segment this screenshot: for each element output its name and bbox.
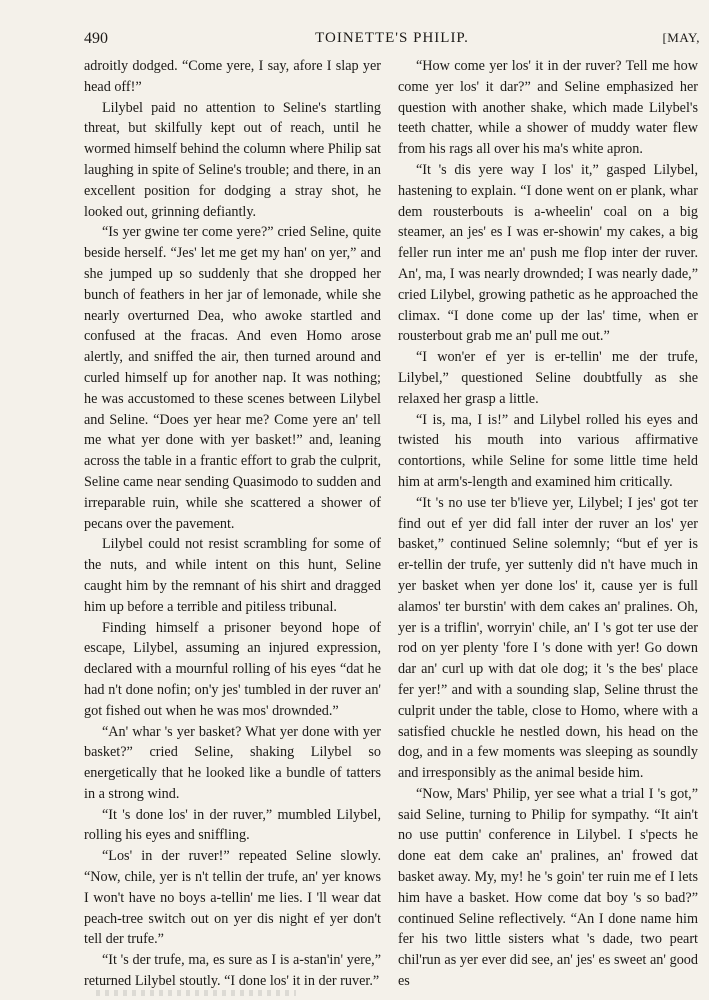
paragraph: “An' whar 's yer basket? What yer done with yer basket?” cried Seline, shaking Lilybel so energetically that he looked like a bundle of tatters in a strong wind. — [84, 723, 381, 802]
issue-month: [MAY, — [662, 30, 700, 45]
paragraph: “How come yer los' it in der ruver? Tell me how come yer los' it dar?” and Seline emphasized her question with another shake, which made Lilybel's teeth chatter, while a shower of muddy water flew from his rags all over his ma's white apron. — [398, 58, 698, 158]
paragraph: Lilybel paid no attention to Seline's startling threat, but skilfully kept out of reach, until he wormed himself behind the column where Philip sat laughing in spite of Seline's trouble; and there, in an excellent position for dodging a stray shot, he looked out, grinning defiantly. — [84, 99, 381, 220]
page-number: 490 — [84, 30, 108, 47]
running-title: TOINETTE'S PHILIP. — [315, 30, 469, 46]
paragraph: “Los' in der ruver!” repeated Seline slowly. “Now, chile, yer is n't tellin der trufe, an' yer knows I won't have no boys a-tellin' me lies. I 'll wear dat peach-tree switch out on yer dis night ef yer don't tell der trufe.” — [84, 848, 381, 948]
paragraph: “I won'er ef yer is er-tellin' me der trufe, Lilybel,” questioned Seline doubtfully as she relaxed her grasp a little. — [398, 349, 698, 407]
paragraph: “It 's der trufe, ma, es sure as I is a-stan'in' yere,” returned Lilybel stoutly. “I done los' it in der ruver.” — [84, 952, 381, 990]
paragraph: “Is yer gwine ter come yere?” cried Seline, quite beside herself. “Jes' let me get my han' on yer,” and she jumped up so suddenly that she dropped her bunch of feathers in her jar of lemonade, while she nearly overturned Dea, who awoke startled and confused at the fracas. And even Homo arose alertly, and sniffed the air, then turned around and curled himself up for another nap. It was nothing; he was accustomed to these scenes between Lilybel and Seline. “Does yer hear me? Come yere an' tell me what yer done with yer basket!” and, leaning across the table in a frantic effort to grab the culprit, Seline came near sending Quasimodo to sudden and irreparable ruin, while she scattered a shower of pecans over the pavement. — [84, 224, 381, 532]
paragraph: “It 's dis yere way I los' it,” gasped Lilybel, hastening to explain. “I done went on er plank, whar dem rousterbouts is a-wheelin' coal on a big steamer, an jes' es I was er-showin' my cakes, a big feller run inter me an' push me flop inter der ruver. An', ma, I was nearly drownded; I was nearly dade,” cried Lilybel, growing pathetic as he approached the climax. “I done come up der las' time, when er rousterbout grab me an' pull me out.” — [398, 161, 698, 345]
running-header — [84, 30, 700, 52]
left-column — [84, 56, 381, 992]
paragraph: “It 's no use ter b'lieve yer, Lilybel; I jes' got ter find out ef yer did fall inter der ruver an los' yer basket,” continued Seline solemnly; “but ef yer is er-tellin der trufe, yer suttenly did n't have much in yer basket when yer done los' it, cause yer is full alamos' ter burstin' with dem cakes an' pralines. Oh, yer is a triflin', worryin' chile, an' I 's got ter use der rod on yer plenty 'fore I 's done with yer! Go down dar an' curl up with dat ole dog; it 's the bes' place fer yer!” and with a sounding slap, Seline thrust the culprit under the table, close to Homo, where with a satisfied chuckle he nestled down, his head on the dog, and in a few moments was sleeping as soundly and irresponsibly as the animal beside him. — [398, 494, 698, 782]
paragraph: adroitly dodged. “Come yere, I say, afore I slap yer head off!” — [84, 58, 381, 95]
paragraph: Lilybel could not resist scrambling for some of the nuts, and while intent on this hunt, Seline caught him by the remnant of his shirt and dragged him up before a terrible and pitiless tribunal. — [84, 536, 381, 615]
paragraph: “It 's done los' in der ruver,” mumbled Lilybel, rolling his eyes and sniffling. — [84, 806, 381, 844]
paragraph: Finding himself a prisoner beyond hope of escape, Lilybel, assuming an injured expression, declared with a mournful rolling of his eyes “dat he had n't done nofin; on'y jes' tumbled in der ruver an' got fished out when he was mos' drownded.” — [84, 619, 381, 719]
paragraph: “Now, Mars' Philip, yer see what a trial I 's got,” said Seline, turning to Philip for sympathy. “It ain't no use puttin' conference in Lilybel. I s'pects he done eat dem cake an' pralines, an' frowed dat basket away. My, my! he 's goin' ter ruin me ef I lets him have a basket. How come dat boy 's so bad?” continued Seline reflectively. “An I done name him fer his two little sisters what 's dade, two peart chil'run as yer ever did see, an' jes' es sweet an' good es — [398, 785, 698, 990]
right-column — [398, 56, 698, 992]
bleed-through-mark — [96, 990, 296, 996]
paragraph: “I is, ma, I is!” and Lilybel rolled his eyes and twisted his mouth into various affirmative contortions, while Seline for some little time held him at arm's-length and examined him critically. — [398, 411, 698, 490]
